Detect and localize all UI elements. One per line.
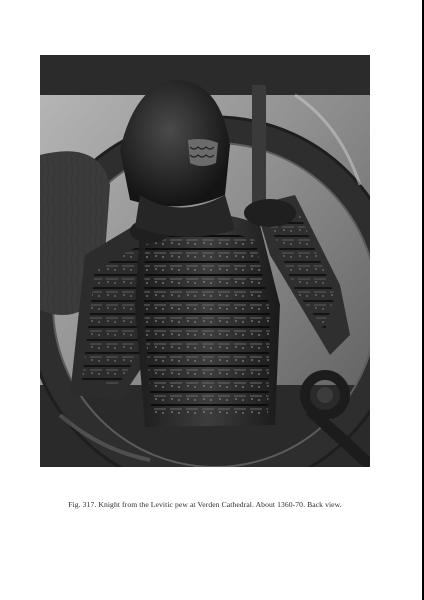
figure-photograph — [40, 55, 370, 467]
figure-caption: Fig. 317. Knight from the Levitic pew at Verden Cathedral. About 1360-70. Back view. — [68, 500, 342, 509]
knight-carving — [40, 55, 370, 467]
